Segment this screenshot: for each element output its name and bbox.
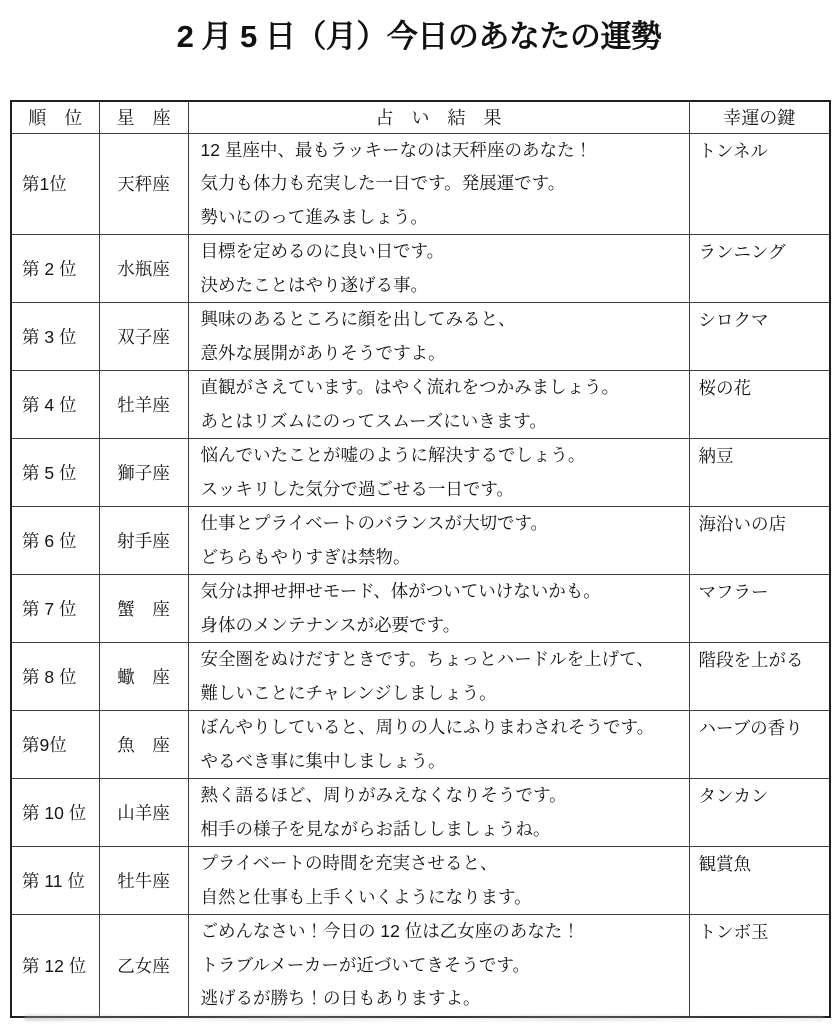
lucky-key-cell: トンネル — [689, 133, 830, 235]
fortune-line: 仕事とプライベートのバランスが大切です。 — [200, 513, 549, 533]
fortune-line: 熱く語るほど、周りがみえなくなりそうです。 — [200, 785, 567, 805]
rank-cell: 第 4 位 — [11, 371, 99, 439]
zodiac-sign-cell: 蟹 座 — [99, 575, 188, 643]
fortune-result-cell — [188, 439, 689, 507]
rank-cell: 第 10 位 — [11, 779, 99, 847]
lucky-key-cell: 桜の花 — [689, 371, 830, 439]
header-sign: 星 座 — [99, 101, 188, 133]
header-result: 占 い 結 果 — [188, 101, 689, 133]
fortune-line: あとはリズムにのってスムーズにいきます。 — [200, 410, 547, 431]
rank-cell: 第 7 位 — [11, 575, 99, 643]
rank-cell: 第 3 位 — [11, 303, 99, 371]
fortune-line: 相手の様子を見ながらお話ししましょうね。 — [200, 818, 551, 839]
fortune-line: スッキリした気分で過ごせる一日です。 — [200, 478, 514, 499]
fortune-line: 逃げるが勝ち！の日もありますよ。 — [200, 988, 481, 1008]
table-row — [11, 643, 830, 711]
lucky-key-cell: マフラー — [689, 575, 830, 643]
rank-cell: 第 5 位 — [11, 439, 99, 507]
table-row — [11, 711, 830, 779]
zodiac-sign-cell: 乙女座 — [99, 915, 188, 1017]
fortune-line: 身体のメンテナンスが必要です。 — [200, 614, 461, 635]
table-row — [11, 847, 830, 915]
fortune-result-cell — [188, 711, 689, 779]
fortune-line: 難しいことにチャレンジしましょう。 — [200, 682, 497, 703]
fortune-line: 意外な展開がありそうですよ。 — [200, 342, 446, 363]
page-title: 2 月 5 日（月）今日のあなたの運勢 — [176, 19, 662, 54]
lucky-key-cell: ハーブの香り — [689, 711, 830, 779]
fortune-line: 12 星座中、最もラッキーなのは天秤座のあなた！ — [200, 139, 592, 160]
table-row — [11, 235, 830, 303]
zodiac-sign-cell: 天秤座 — [99, 133, 188, 235]
lucky-key-cell: 階段を上がる — [689, 643, 830, 711]
fortune-line: 目標を定めるのに良い日です。 — [200, 241, 445, 261]
table-row — [11, 507, 830, 575]
table-row — [11, 439, 830, 507]
table-row — [11, 371, 830, 439]
fortune-line: ぼんやりしていると、周りの人にふりまわされそうです。 — [200, 717, 655, 737]
fortune-line: 決めたことはやり遂げる事。 — [200, 274, 428, 295]
fortune-result-cell — [188, 575, 689, 643]
zodiac-sign-cell: 獅子座 — [99, 439, 188, 507]
fortune-result-cell — [188, 133, 689, 235]
table-header-row — [11, 101, 830, 133]
zodiac-sign-cell: 水瓶座 — [99, 235, 188, 303]
fortune-line: やるべき事に集中しましょう。 — [200, 750, 446, 771]
zodiac-sign-cell: 射手座 — [99, 507, 188, 575]
zodiac-sign-cell: 双子座 — [99, 303, 188, 371]
fortune-line: 直観がさえています。はやく流れをつかみましょう。 — [200, 377, 620, 397]
lucky-key-cell: ランニング — [689, 235, 830, 303]
fortune-line: 悩んでいたことが嘘のように解決するでしょう。 — [200, 445, 586, 465]
lucky-key-cell: 観賞魚 — [689, 847, 830, 915]
fortune-line: 自然と仕事も上手くいくようになります。 — [200, 886, 532, 907]
table-row — [11, 575, 830, 643]
rank-cell: 第 8 位 — [11, 643, 99, 711]
scan-artifact — [24, 1015, 824, 1021]
fortune-result-cell — [188, 371, 689, 439]
fortune-result-cell — [188, 643, 689, 711]
header-rank: 順 位 — [11, 101, 99, 133]
table-row — [11, 915, 830, 1017]
fortune-table-body — [11, 133, 830, 1017]
fortune-result-cell — [188, 915, 689, 1017]
lucky-key-cell: 納豆 — [689, 439, 830, 507]
fortune-line: トラブルメーカーが近づいてきそうです。 — [200, 954, 531, 975]
fortune-line: 安全圏をぬけだすときです。ちょっとハードルを上げて、 — [200, 649, 654, 669]
table-row — [11, 133, 830, 235]
fortune-line: どちらもやりすぎは禁物。 — [200, 546, 411, 567]
lucky-key-cell: シロクマ — [689, 303, 830, 371]
table-row — [11, 303, 830, 371]
lucky-key-cell: 海沿いの店 — [689, 507, 830, 575]
rank-cell: 第 11 位 — [11, 847, 99, 915]
rank-cell: 第 6 位 — [11, 507, 99, 575]
fortune-result-cell — [188, 303, 689, 371]
zodiac-sign-cell: 魚 座 — [99, 711, 188, 779]
rank-cell: 第 2 位 — [11, 235, 99, 303]
rank-cell: 第 12 位 — [11, 915, 99, 1017]
fortune-line: プライベートの時間を充実させると、 — [200, 853, 498, 873]
lucky-key-cell: トンボ玉 — [689, 915, 830, 1017]
fortune-result-cell — [188, 779, 689, 847]
lucky-key-cell: タンカン — [689, 779, 830, 847]
fortune-table — [10, 100, 831, 1018]
zodiac-sign-cell: 山羊座 — [99, 779, 188, 847]
fortune-result-cell — [188, 847, 689, 915]
rank-cell: 第1位 — [11, 133, 99, 235]
fortune-line: ごめんなさい！今日の 12 位は乙女座のあなた！ — [200, 921, 580, 941]
fortune-result-cell — [188, 235, 689, 303]
fortune-line: 勢いにのって進みましょう。 — [200, 206, 428, 227]
table-row — [11, 779, 830, 847]
zodiac-sign-cell: 牡羊座 — [99, 371, 188, 439]
fortune-result-cell — [188, 507, 689, 575]
zodiac-sign-cell: 蠍 座 — [99, 643, 188, 711]
fortune-line: 興味のあるところに顔を出してみると、 — [200, 309, 516, 329]
fortune-line: 気力も体力も充実した一日です。発展運です。 — [200, 173, 566, 193]
header-lucky: 幸運の鍵 — [689, 101, 830, 133]
rank-cell: 第9位 — [11, 711, 99, 779]
fortune-line: 気分は押せ押せモード、体がついていけないかも。 — [200, 581, 601, 601]
zodiac-sign-cell: 牡牛座 — [99, 847, 188, 915]
